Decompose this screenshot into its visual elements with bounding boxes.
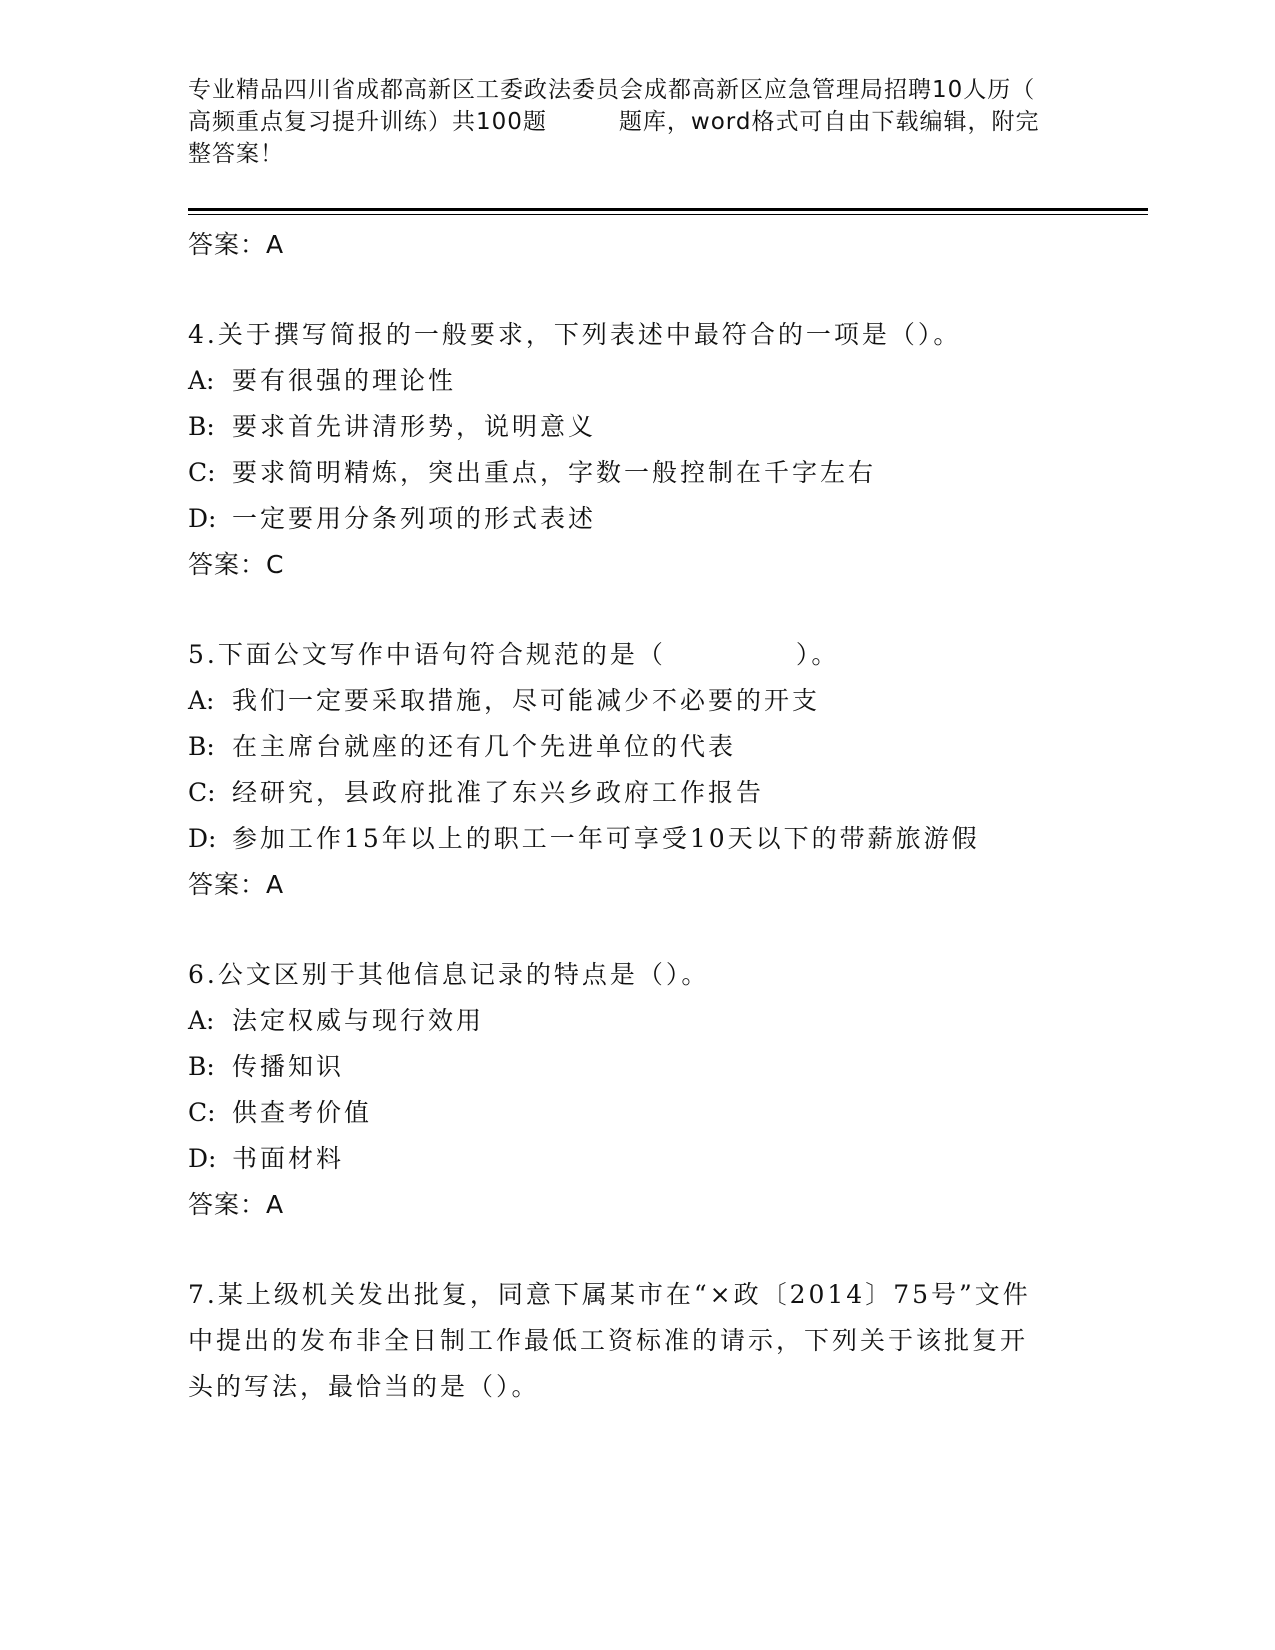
question-5-text: [188, 632, 1088, 678]
question-4-option-d: [188, 496, 1088, 542]
option-text: 供查考价值: [232, 1098, 373, 1127]
option-text: 在主席台就座的还有几个先进单位的代表: [232, 732, 737, 761]
option-label: C:: [188, 458, 216, 487]
option-label: D:: [188, 504, 217, 533]
question-5-answer: 答案：A: [188, 870, 285, 899]
header-divider-thick: [188, 208, 1148, 211]
question-6-option-c: [188, 1090, 1088, 1136]
option-label: B:: [188, 1052, 215, 1081]
question-5-option-b: [188, 724, 1088, 770]
option-text: 经研究，县政府批准了东兴乡政府工作报告: [232, 778, 765, 807]
question-5-text-start: 5.下面公文写作中语句符合规范的是（: [188, 640, 666, 669]
option-text: 一定要用分条列项的形式表述: [232, 504, 597, 533]
question-6-answer: 答案：A: [188, 1190, 285, 1219]
header-line-3: 整答案！: [188, 141, 284, 167]
question-4-option-c: [188, 450, 1088, 496]
document-header: [188, 74, 1068, 170]
header-line-2-part-a: 高频重点复习提升训练）共100题: [188, 109, 547, 135]
option-label: D:: [188, 1144, 217, 1173]
question-4-option-b: [188, 404, 1088, 450]
question-5-option-d: [188, 816, 1088, 862]
question-6-option-a: [188, 998, 1088, 1044]
question-7-text-line-3: 头的写法，最恰当的是（）。: [188, 1372, 540, 1401]
option-label: D:: [188, 824, 217, 853]
header-line-2-part-b: 题库，word格式可自由下载编辑，附完: [618, 109, 1040, 135]
header-divider-thin: [188, 214, 1148, 215]
option-text: 要求简明精炼，突出重点，字数一般控制在千字左右: [232, 458, 877, 487]
option-text: 参加工作15年以上的职工一年可享受10天以下的带薪旅游假: [232, 824, 980, 853]
option-text: 法定权威与现行效用: [232, 1006, 485, 1035]
option-text: 传播知识: [232, 1052, 345, 1081]
question-4-answer: 答案：C: [188, 550, 285, 579]
header-line-1: 专业精品四川省成都高新区工委政法委员会成都高新区应急管理局招聘10人历（: [188, 77, 1036, 103]
question-7-text-line-2: 中提出的发布非全日制工作最低工资标准的请示，下列关于该批复开: [188, 1326, 1029, 1355]
option-label: A:: [188, 686, 215, 715]
question-4-option-a: [188, 358, 1088, 404]
question-5-text-end: ）。: [795, 640, 840, 669]
option-label: B:: [188, 412, 215, 441]
option-text: 要求首先讲清形势，说明意义: [232, 412, 597, 441]
question-7-text-line-1: 7.某上级机关发出批复，同意下属某市在“×政〔2014〕75号”文件: [188, 1280, 1031, 1309]
option-label: C:: [188, 1098, 216, 1127]
option-label: A:: [188, 1006, 215, 1035]
question-6-option-b: [188, 1044, 1088, 1090]
option-text: 我们一定要采取措施，尽可能减少不必要的开支: [232, 686, 821, 715]
option-label: C:: [188, 778, 216, 807]
previous-answer: 答案：A: [188, 230, 285, 259]
question-5-option-c: [188, 770, 1088, 816]
question-6-text: 6.公文区别于其他信息记录的特点是（）。: [188, 960, 710, 989]
question-list: [188, 222, 1088, 1410]
question-4-text: 4.关于撰写简报的一般要求，下列表述中最符合的一项是（）。: [188, 320, 962, 349]
question-5-option-a: [188, 678, 1088, 724]
option-label: A:: [188, 366, 215, 395]
header-line-2: [188, 106, 1068, 138]
option-text: 书面材料: [232, 1144, 345, 1173]
option-text: 要有很强的理论性: [232, 366, 457, 395]
question-6-option-d: [188, 1136, 1088, 1182]
option-label: B:: [188, 732, 215, 761]
